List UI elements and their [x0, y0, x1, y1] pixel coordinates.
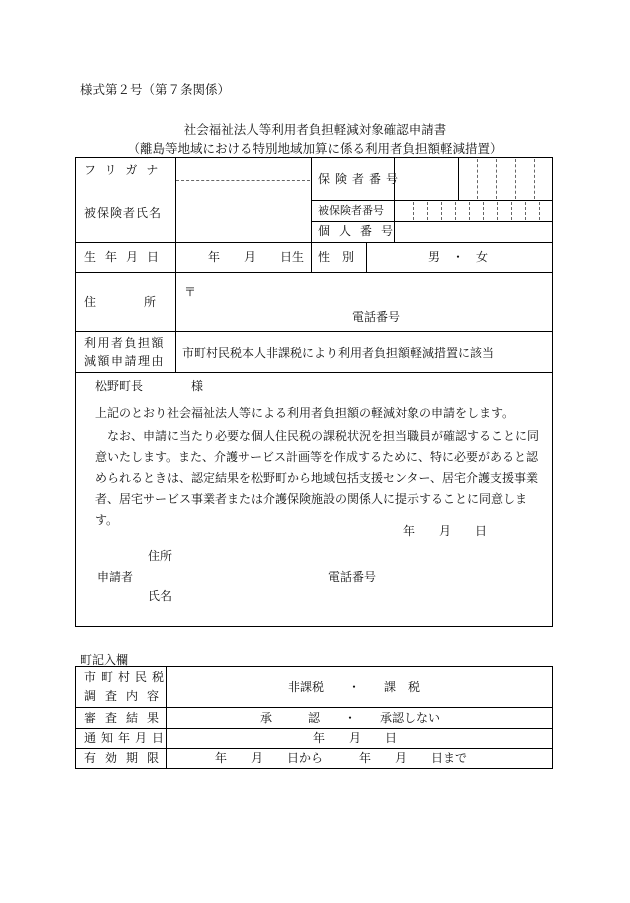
sex-label: 性 別 — [318, 250, 355, 264]
form-number: 様式第２号（第７条関係） — [80, 82, 231, 97]
tax-label-line2: 調査内容 — [84, 689, 169, 703]
applicant-label: 申請者 — [97, 570, 134, 584]
notice-date-label: 通知年月日 — [84, 731, 170, 745]
reason-label-line1: 利用者負担額 — [84, 336, 166, 350]
addressee: 松野町長 様 — [95, 379, 204, 393]
personal-number-label: 個人番号 — [318, 224, 403, 238]
valid-period-value[interactable]: 年 月 日から 年 月 日まで — [215, 751, 468, 765]
tax-label-line1: 市町村民税 — [84, 670, 170, 684]
insured-number-label: 被保険者番号 — [318, 204, 384, 217]
review-value[interactable]: 承 認 ・ 承認しない — [260, 711, 441, 725]
reason-value: 市町村民税本人非課税により利用者負担額軽減措置に該当 — [182, 346, 495, 360]
insurer-number-field[interactable] — [459, 158, 552, 199]
reason-label-line2: 減額申請理由 — [84, 354, 166, 368]
town-section-label: 町記入欄 — [80, 653, 129, 667]
name-field[interactable] — [176, 181, 310, 241]
insurer-number-label: 保険者番号 — [318, 172, 404, 186]
address-phone-label: 電話番号 — [352, 310, 401, 324]
insured-name-label: 被保険者氏名 — [84, 206, 163, 220]
sex-options[interactable]: 男 ・ 女 — [428, 250, 489, 264]
application-date[interactable]: 年 月 日 — [403, 524, 488, 538]
notice-date-value[interactable]: 年 月 日 — [313, 731, 398, 745]
postal-mark: 〒 — [184, 285, 197, 299]
valid-period-label: 有効期限 — [84, 751, 169, 765]
furigana-label: フリガナ — [84, 163, 168, 177]
birthdate-field[interactable]: 年 月 日生 — [208, 250, 305, 264]
consent-text: なお、申請に当たり必要な個人住民税の課税状況を担当職員が確認することに同意いたします。また、介護サービス計画等を作成するために、特に必要があると認められるときは、認定結果を松野町から地域包括支援センター、居宅介護支援事業者、居宅サービス事業者または介護保険施設の関係人に提示することに同意します。 — [95, 429, 540, 527]
address-field[interactable] — [176, 273, 552, 330]
form-subtitle: （離島等地域における特別地域加算に係る利用者負担額軽減措置） — [127, 141, 503, 156]
applicant-name-label: 氏名 — [148, 589, 173, 603]
personal-number-field[interactable] — [395, 222, 552, 241]
applicant-address-label: 住所 — [148, 549, 173, 563]
applicant-phone-label: 電話番号 — [328, 570, 377, 584]
tax-value[interactable]: 非課税 ・ 課 税 — [288, 680, 421, 694]
review-label: 審査結果 — [84, 711, 169, 725]
address-label: 住 所 — [84, 295, 157, 309]
birthdate-label: 生年月日 — [84, 250, 169, 264]
form-title: 社会福祉法人等利用者負担軽減対象確認申請書 — [183, 122, 447, 137]
application-statement: 上記のとおり社会福祉法人等による利用者負担額の軽減対象の申請をします。 — [95, 406, 515, 420]
